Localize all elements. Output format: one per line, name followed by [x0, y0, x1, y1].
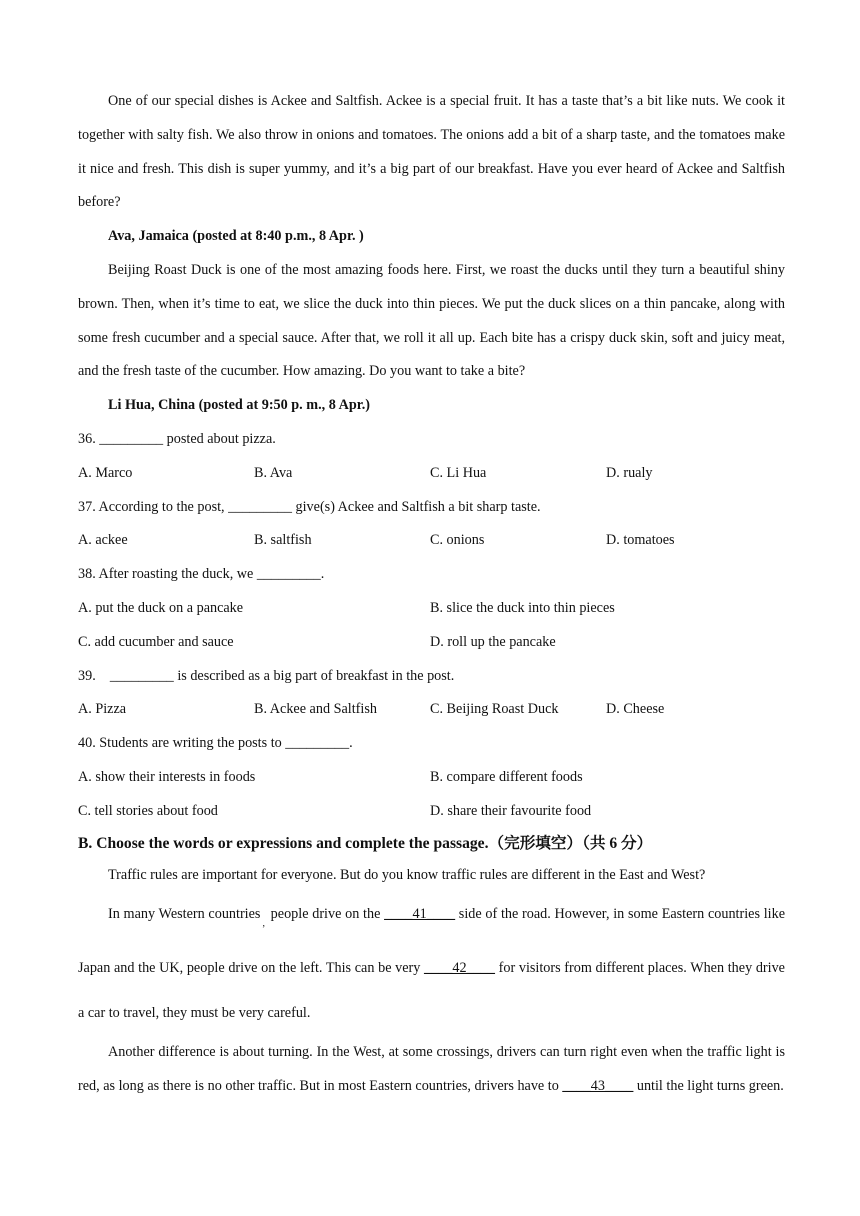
option-c: C. onions	[430, 532, 485, 549]
post-lihua-byline: Li Hua, China (posted at 9:50 p. m., 8 Apr.)	[108, 397, 370, 414]
question-40-options-row2	[78, 795, 785, 829]
section-b-paragraph-3	[78, 1036, 785, 1104]
option-d: D. share their favourite food	[430, 802, 592, 819]
question-37: 37. According to the post, _________ give(s) Ackee and Saltfish a bit sharp taste.	[78, 498, 541, 515]
blank-43: ____43____	[562, 1078, 634, 1095]
question-36: 36. _________ posted about pizza.	[78, 430, 276, 447]
paragraph-text: side of the road. However, in some Eastern countries like Japan and the UK, people drive on the left. This can be very	[78, 906, 785, 977]
post-lihua-paragraph: Beijing Roast Duck is one of the most amazing foods here. First, we roast the ducks until they turn a beautiful shiny brown. Then, when it’s time to eat, we slice the duck into thin pieces. We put the duck slices on a thin pancake, along with some fresh cucumber and a special sauce. After that, we roll it all up. Each bite has a crispy duck skin, soft and juicy meat, and the fresh taste of the cucumber. How amazing. Do you want to take a bite?	[78, 261, 785, 380]
option-b: B. Ackee and Saltfish	[254, 701, 377, 718]
option-a: A. Marco	[78, 464, 133, 481]
option-d: D. tomatoes	[606, 532, 675, 549]
paragraph-text: Another difference is about turning. In the West, at some crossings, drivers can turn right even when the traffic light is red, as long as there is no other traffic. But in most Eastern countries, drivers have to	[78, 1044, 785, 1095]
section-b-title: B. Choose the words or expressions and complete the passage.（完形填空）（共 6 分）	[78, 834, 653, 852]
post-ava-paragraph: One of our special dishes is Ackee and Saltfish. Ackee is a special fruit. It has a taste that’s a bit like nuts. We cook it together with salty fish. We also throw in onions and tomatoes. The onions add a bit of a sharp taste, and the tomatoes make it nice and fresh. This dish is super yummy, and it’s a big part of our breakfast. Have you ever heard of Ackee and Saltfish before?	[78, 93, 785, 211]
paragraph-text: until the light turns green.	[633, 1078, 784, 1095]
option-c: C. Li Hua	[430, 464, 487, 481]
blank-41: ____41____	[384, 906, 456, 923]
option-d: D. Cheese	[606, 701, 665, 718]
section-b-paragraph-2	[78, 892, 785, 1036]
section-b-paragraph-1: Traffic rules are important for everyone. But do you know traffic rules are different in the East and West?	[108, 866, 706, 883]
option-b: B. saltfish	[254, 532, 312, 549]
option-a: A. show their interests in foods	[78, 768, 256, 785]
paragraph-text: people drive on the	[266, 906, 385, 923]
question-38-options-row1	[78, 592, 785, 626]
question-40: 40. Students are writing the posts to _________.	[78, 735, 353, 752]
option-d: D. rualy	[606, 464, 653, 481]
option-c: C. tell stories about food	[78, 802, 218, 819]
question-40-options-row1	[78, 761, 785, 795]
post-ava-byline: Ava, Jamaica (posted at 8:40 p.m., 8 Apr. )	[108, 228, 364, 245]
question-36-options	[78, 457, 785, 491]
blank-42: ____42____	[424, 960, 495, 977]
option-c: C. add cucumber and sauce	[78, 633, 234, 650]
question-38-options-row2	[78, 626, 785, 660]
option-d: D. roll up the pancake	[430, 633, 556, 650]
stray-comma: ,	[262, 918, 265, 930]
question-39: 39. _________ is described as a big part of breakfast in the post.	[78, 667, 455, 684]
question-38: 38. After roasting the duck, we _________.	[78, 566, 325, 583]
paragraph-text: In many Western countries	[108, 906, 261, 923]
question-37-options	[78, 524, 785, 558]
option-b: B. Ava	[254, 464, 293, 481]
option-a: A. Pizza	[78, 701, 127, 718]
option-b: B. compare different foods	[430, 768, 583, 785]
document-page	[78, 85, 785, 1104]
option-c: C. Beijing Roast Duck	[430, 701, 559, 718]
option-a: A. put the duck on a pancake	[78, 599, 244, 616]
option-b: B. slice the duck into thin pieces	[430, 599, 615, 616]
question-39-options	[78, 693, 785, 727]
option-a: A. ackee	[78, 532, 128, 549]
paragraph-text: for visitors from different places. When they drive a car to travel, they must be very careful.	[78, 960, 785, 1022]
